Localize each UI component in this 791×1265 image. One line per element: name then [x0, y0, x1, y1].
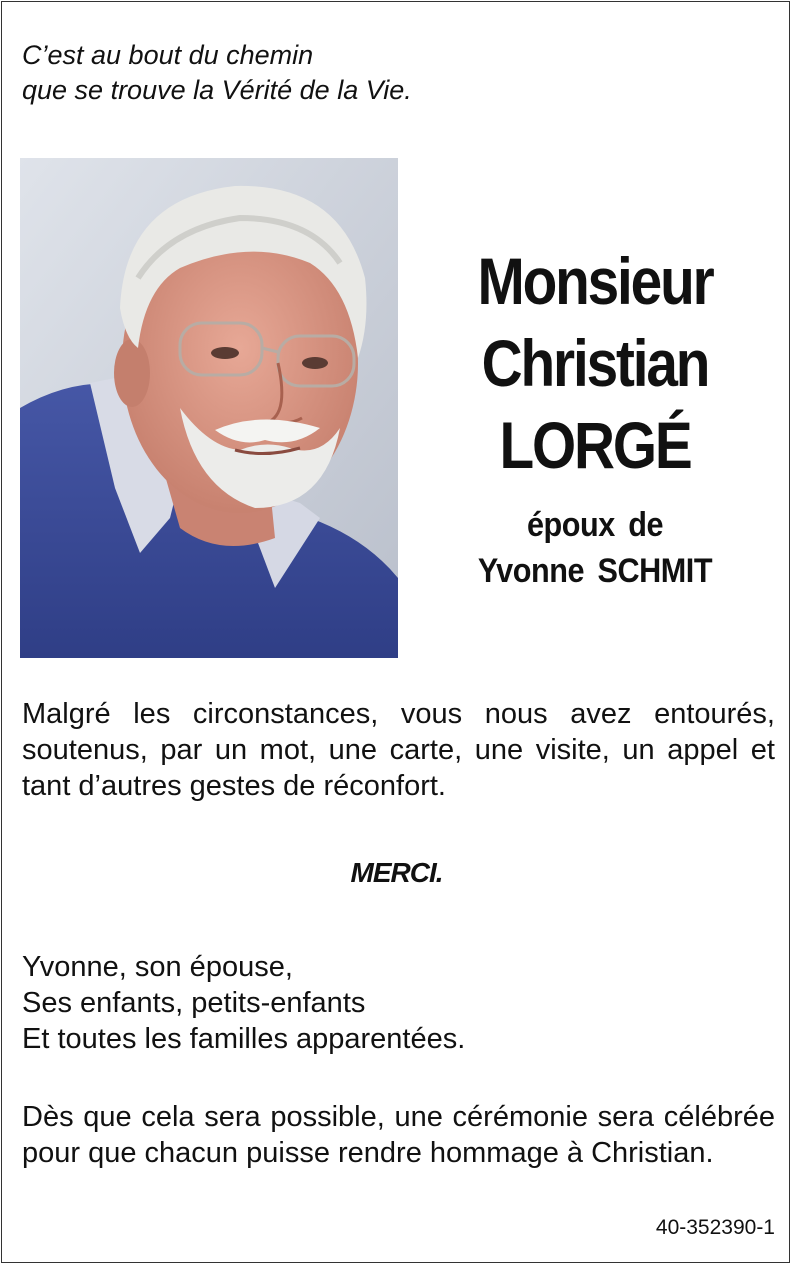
family-line-2: Ses enfants, petits-enfants	[22, 987, 366, 1019]
portrait-photo	[20, 158, 398, 658]
epigraph	[22, 38, 412, 108]
family-line-1: Yvonne, son épouse,	[22, 951, 293, 983]
ceremony-paragraph: Dès que cela sera possible, une cérémonie sera célébrée pour que chacun puisse rendre hommage à Christian.	[22, 1101, 775, 1169]
portrait-illustration	[20, 158, 398, 658]
deceased-first-name: Christian	[481, 326, 709, 400]
epigraph-line-2: que se trouve la Vérité de la Vie.	[22, 75, 412, 105]
thanks-paragraph: Malgré les circonstances, vous nous avez entourés, soutenus, par un mot, une carte, une visite, un appel et tant d’autres gestes de réconfort.	[22, 698, 775, 802]
spouse-label: époux de	[526, 506, 664, 544]
deceased-title: Monsieur	[477, 244, 713, 318]
epigraph-line-1: C’est au bout du chemin	[22, 40, 314, 70]
spouse-info	[410, 502, 780, 594]
family-line-3: Et toutes les familles apparentées.	[22, 1023, 466, 1055]
family-signature	[22, 949, 775, 1057]
merci-heading: MERCI.	[350, 857, 443, 888]
deceased-name-block	[410, 240, 780, 594]
deceased-last-name: LORGÉ	[499, 408, 691, 482]
obituary-notice	[1, 1, 790, 1263]
reference-number: 40-352390-1	[655, 1216, 775, 1239]
spouse-name: Yvonne SCHMIT	[477, 552, 713, 590]
